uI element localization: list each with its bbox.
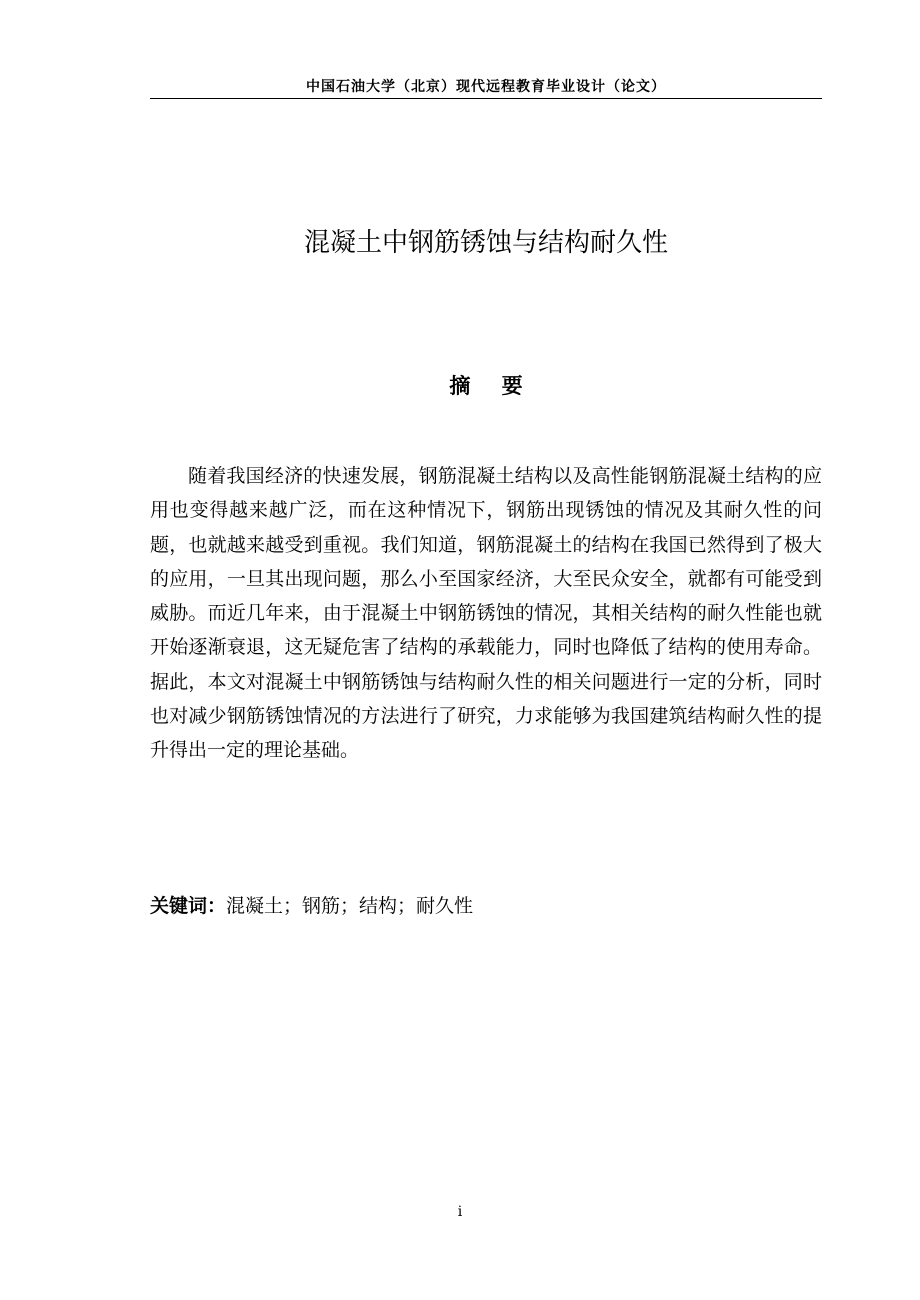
abstract-body: 随着我国经济的快速发展，钢筋混凝土结构以及高性能钢筋混凝土结构的应用也变得越来越广泛，而在这种情况下，钢筋出现锈蚀的情况及其耐久性的问题，也就越来越受到重视。我们知道，钢筋混凝土的结构在我国已然得到了极大的应用，一旦其出现问题，那么小至国家经济，大至民众安全，就都有可能受到威胁。而近几年来，由于混凝土中钢筋锈蚀的情况，其相关结构的耐久性能也就开始逐渐衰退，这无疑危害了结构的承载能力，同时也降低了结构的使用寿命。据此，本文对混凝土中钢筋锈蚀与结构耐久性的相关问题进行一定的分析，同时也对减少钢筋锈蚀情况的方法进行了研究，力求能够为我国建筑结构耐久性的提升得出一定的理论基础。 <box>150 465 822 762</box>
document-title: 混凝土中钢筋锈蚀与结构耐久性 <box>303 228 668 258</box>
abstract-heading: 摘 要 <box>449 374 535 398</box>
running-header: 中国石油大学（北京）现代远程教育毕业设计（论文） <box>306 79 666 95</box>
header-rule <box>150 98 822 99</box>
keywords-value: 混凝土；钢筋；结构；耐久性 <box>226 895 474 917</box>
keywords-line <box>150 889 822 923</box>
keywords-label: 关键词： <box>150 895 227 917</box>
page-number: i <box>457 1204 463 1220</box>
